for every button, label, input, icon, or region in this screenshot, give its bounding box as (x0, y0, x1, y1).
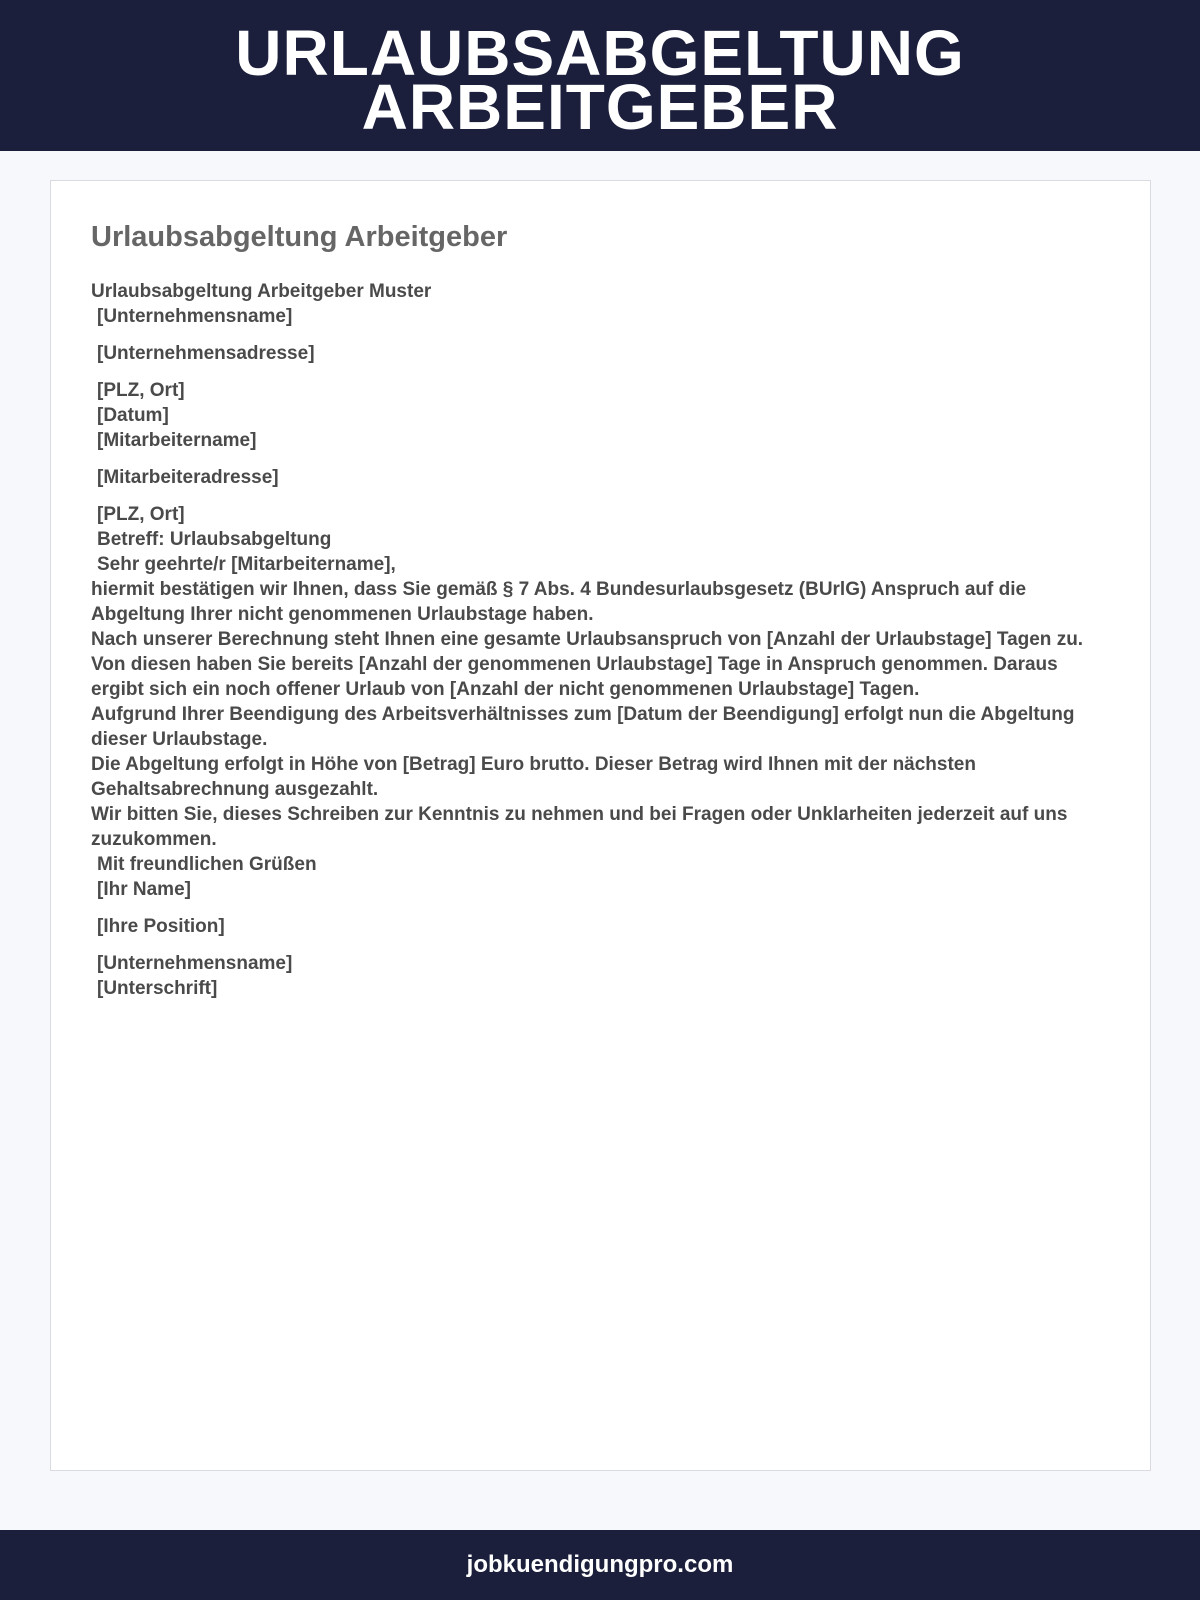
banner-title-line-1: URLAUBSABGELTUNG (235, 17, 965, 89)
document-card (50, 180, 1151, 1471)
page-banner (0, 0, 1200, 151)
body-paragraph-4: Die Abgeltung erfolgt in Höhe von [Betrag] Euro brutto. Dieser Betrag wird Ihnen mit der nächsten Gehaltsabrechnung ausgezahlt. (91, 754, 976, 800)
doc-heading-line: Urlaubsabgeltung Arbeitgeber Muster (91, 281, 432, 302)
footer-site-link[interactable]: jobkuendigungpro.com (466, 1551, 734, 1578)
body-paragraph-3: Aufgrund Ihrer Beendigung des Arbeitsverhältnisses zum [Datum der Beendigung] erfolgt nun die Abgeltung dieser Urlaubstage. (91, 704, 1075, 750)
signer-company-name: [Unternehmensname] (97, 953, 293, 974)
document-title: Urlaubsabgeltung Arbeitgeber (91, 221, 508, 253)
body-paragraph-2: Nach unserer Berechnung steht Ihnen eine gesamte Urlaubsanspruch von [Anzahl der Urlaubstage] Tagen zu. Von diesen haben Sie bereits [Anzahl der genommenen Urlaubstage] Tage in Anspruch genommen. Daraus ergibt sich ein noch offener Urlaub von [Anzahl der nicht genommenen Urlaubstage] Tagen. (91, 629, 1084, 700)
letter-closing: Mit freundlichen Grüßen (97, 854, 317, 875)
document-body (91, 279, 1101, 1001)
signature-placeholder: [Unterschrift] (97, 978, 218, 999)
sender-company-address: [Unternehmensadresse] (97, 343, 315, 364)
sender-company-name: [Unternehmensname] (97, 306, 293, 327)
recipient-address: [Mitarbeiteradresse] (97, 467, 279, 488)
recipient-postcode-city: [PLZ, Ort] (97, 504, 185, 525)
letter-date: [Datum] (97, 405, 169, 426)
body-paragraph-5: Wir bitten Sie, dieses Schreiben zur Kenntnis zu nehmen und bei Fragen oder Unklarheiten jederzeit auf uns zuzukommen. (91, 804, 1068, 850)
recipient-name: [Mitarbeitername] (97, 430, 257, 451)
banner-title-line-2: ARBEITGEBER (361, 71, 839, 143)
body-paragraph-1: hiermit bestätigen wir Ihnen, dass Sie gemäß § 7 Abs. 4 Bundesurlaubsgesetz (BUrlG) Anspruch auf die Abgeltung Ihrer nicht genommenen Urlaubstage haben. (91, 579, 1027, 625)
signer-position: [Ihre Position] (97, 916, 225, 937)
letter-subject: Betreff: Urlaubsabgeltung (97, 529, 332, 550)
letter-salutation: Sehr geehrte/r [Mitarbeitername], (97, 554, 396, 575)
signer-name: [Ihr Name] (97, 879, 191, 900)
sender-postcode-city: [PLZ, Ort] (97, 380, 185, 401)
page-footer (0, 1530, 1200, 1600)
